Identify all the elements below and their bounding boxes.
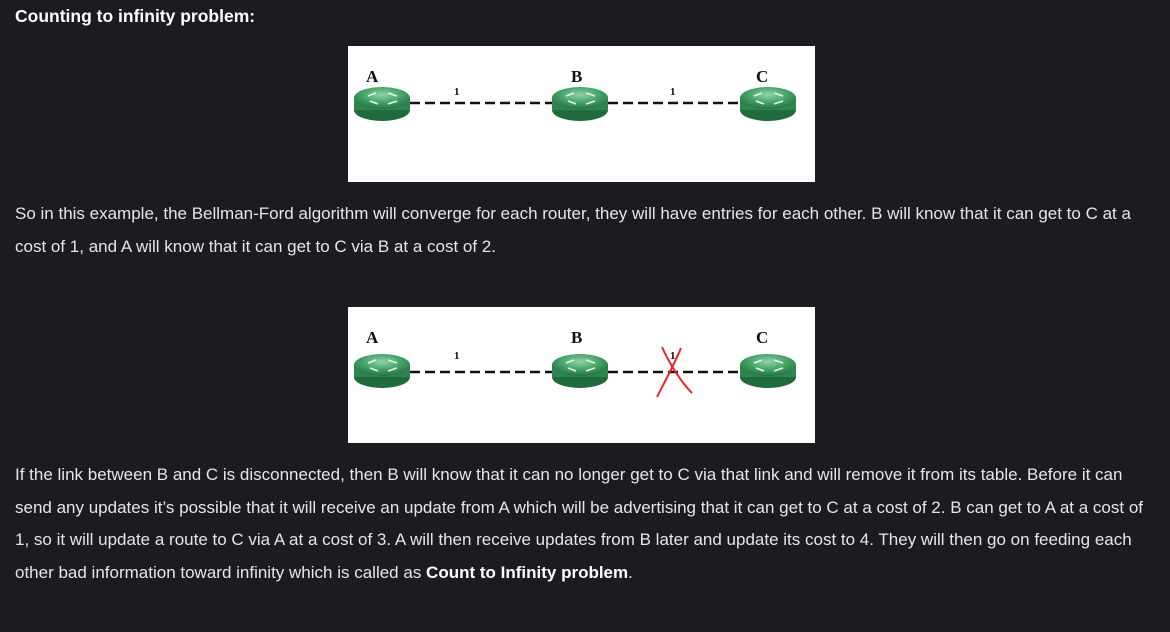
- node-label-c: C: [756, 67, 769, 86]
- node-label-b: B: [571, 328, 583, 347]
- router-b-icon: [552, 87, 608, 121]
- cost-label-a-b: 1: [454, 350, 460, 362]
- paragraph-end: .: [628, 562, 633, 582]
- router-c-icon: [740, 354, 796, 388]
- router-c-icon: [740, 87, 796, 121]
- cost-label-a-b: 1: [454, 86, 460, 98]
- network-diagram-converged: [348, 46, 815, 182]
- section-heading: Counting to infinity problem:: [15, 6, 256, 26]
- network-diagram-svg-2: [348, 307, 815, 443]
- paragraph-count-to-infinity: [15, 459, 1155, 589]
- network-diagram-broken-link: [348, 307, 815, 443]
- term-count-to-infinity: Count to Infinity problem: [426, 562, 629, 582]
- cost-label-b-c: 1: [670, 350, 676, 362]
- paragraph-text: If the link between B and C is disconnected, then B will know that it can no longer get to C via that link and will remove it from its table. Before it can send any updates it’s possible that it will receive an update from A which will be advertising that it can get to C at a cost of 2. B can get to A at a cost of 1, so it will update a route to C via A at a cost of 3. A will then receive updates from B later and update its cost to 4. They will then go on feeding each other bad information toward infinity which is called as: [15, 465, 1143, 582]
- node-label-a: A: [366, 67, 379, 86]
- node-label-c: C: [756, 328, 769, 347]
- router-a-icon: [354, 354, 410, 388]
- network-diagram-svg: [348, 46, 815, 182]
- paragraph-converged: So in this example, the Bellman-Ford algorithm will converge for each router, they will have entries for each other. B will know that it can get to C at a cost of 1, and A will know that it can get to C via B at a cost of 2.: [15, 204, 1131, 256]
- router-a-icon: [354, 87, 410, 121]
- cost-label-b-c: 1: [670, 86, 676, 98]
- node-label-a: A: [366, 328, 379, 347]
- node-label-b: B: [571, 67, 583, 86]
- router-b-icon: [552, 354, 608, 388]
